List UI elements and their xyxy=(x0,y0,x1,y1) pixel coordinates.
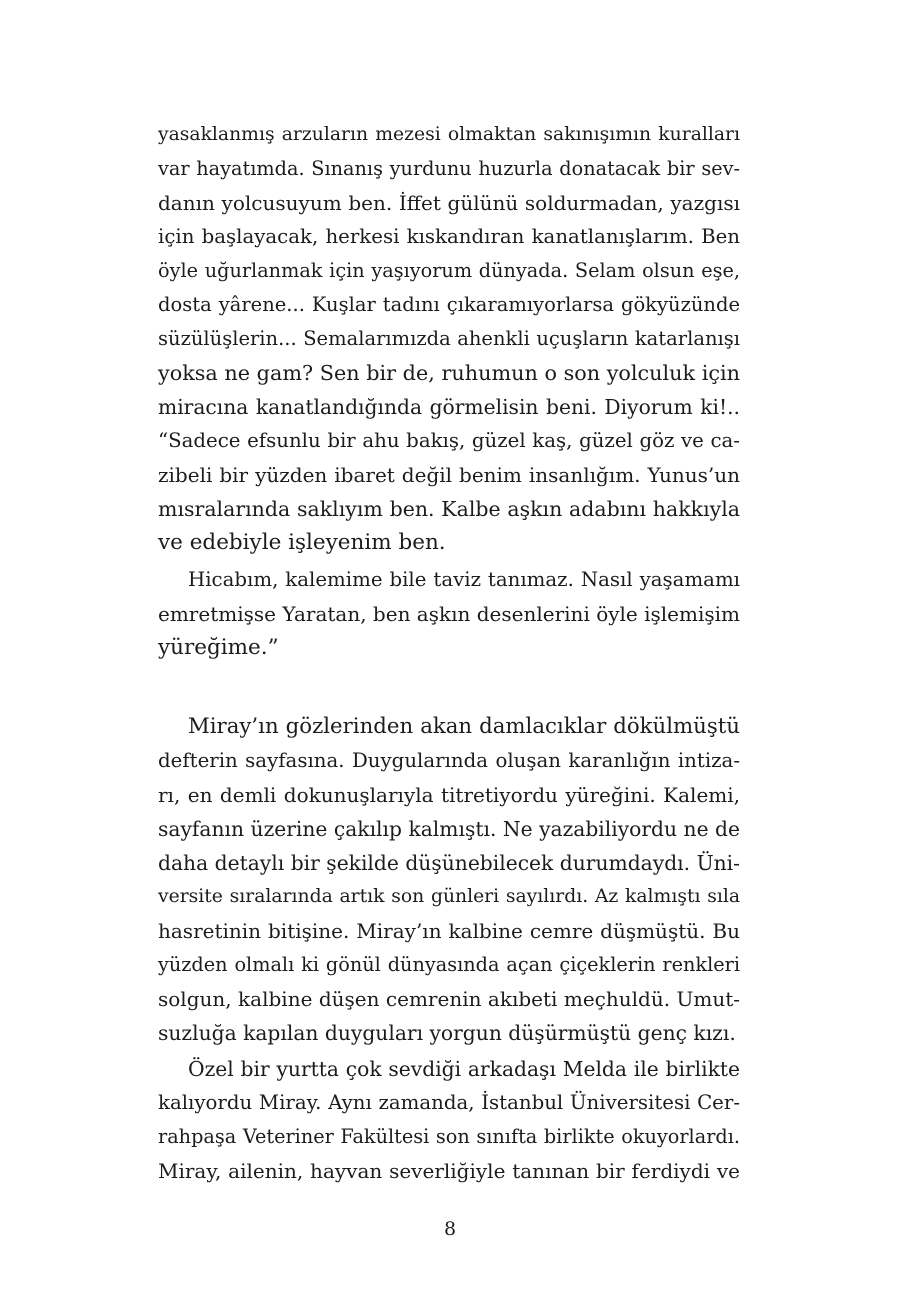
text-line: Miray’ın gözlerinden akan damlacıklar dökülmüştü xyxy=(188,714,740,739)
text-line: yasaklanmış arzuların mezesi olmaktan sakınışımın kuralları xyxy=(158,124,740,145)
text-line: defterin sayfasına. Duygularında oluşan karanlığın intiza- xyxy=(158,749,740,772)
text-line: zibeli bir yüzden ibaret değil benim insanlığım. Yunus’un xyxy=(158,463,740,487)
paragraph-3 xyxy=(158,710,740,1050)
page-number: 8 xyxy=(443,1218,457,1240)
text-line: sayfanın üzerine çakılıp kalmıştı. Ne yazabiliyordu ne de xyxy=(158,817,740,841)
text-line: Hicabım, kalemime bile taviz tanımaz. Nasıl yaşamamı xyxy=(188,568,740,591)
text-line: versite sıralarında artık son günleri sayılırdı. Az kalmıştı sıla xyxy=(158,886,740,907)
text-line: kalıyordu Miray. Aynı zamanda, İstanbul Üniversitesi Cer- xyxy=(158,1091,740,1114)
paragraph-4 xyxy=(158,1052,740,1188)
text-line: mısralarında saklıyım ben. Kalbe aşkın adabını hakkıyla xyxy=(158,497,740,521)
paragraph-2 xyxy=(158,563,740,665)
text-line: “Sadece efsunlu bir ahu bakış, güzel kaş, güzel göz ve ca- xyxy=(158,429,740,452)
text-line: için başlayacak, herkesi kıskandıran kanatlanışlarım. Ben xyxy=(158,225,740,248)
text-line: Özel bir yurtta çok sevdiği arkadaşı Melda ile birlikte xyxy=(188,1057,740,1081)
text-line: Miray, ailenin, hayvan severliğiyle tanınan bir ferdiydi ve xyxy=(158,1159,740,1183)
text-line: daha detaylı bir şekilde düşünebilecek durumdaydı. Üni- xyxy=(158,851,740,875)
text-line: süzülüşlerin... Semalarımızda ahenkli uçuşların katarlanışı xyxy=(158,327,740,350)
text-line: öyle uğurlanmak için yaşıyorum dünyada. Selam olsun eşe, xyxy=(158,259,740,282)
text-line: dosta yârene... Kuşlar tadını çıkaramıyorlarsa gökyüzünde xyxy=(158,293,740,316)
text-line: yoksa ne gam? Sen bir de, ruhumun o son yolculuk için xyxy=(158,361,740,385)
text-line: rahpaşa Veteriner Fakültesi son sınıfta birlikte okuyorlardı. xyxy=(158,1125,740,1148)
paragraph-1 xyxy=(158,118,740,560)
text-line: ve edebiyle işleyenim ben. xyxy=(158,530,446,555)
text-line: solgun, kalbine düşen cemrenin akıbeti meçhuldü. Umut- xyxy=(158,987,740,1011)
text-line: var hayatımda. Sınanış yurdunu huzurla donatacak bir sev- xyxy=(158,157,740,180)
text-line: yüreğime.” xyxy=(158,635,279,660)
text-line: miracına kanatlandığında görmelisin beni. Diyorum ki!.. xyxy=(158,395,740,419)
text-line: rı, en demli dokunuşlarıyla titretiyordu yüreğini. Kalemi, xyxy=(158,783,740,807)
text-line: suzluğa kapılan duyguları yorgun düşürmüştü genç kızı. xyxy=(158,1021,736,1045)
text-line: emretmişse Yaratan, ben aşkın desenlerini öyle işlemişim xyxy=(158,602,741,626)
text-line: danın yolcusuyum ben. İffet gülünü soldurmadan, yazgısı xyxy=(158,191,740,215)
text-line: hasretinin bitişine. Miray’ın kalbine cemre düşmüştü. Bu xyxy=(158,919,740,943)
text-line: yüzden olmalı ki gönül dünyasında açan çiçeklerin renkleri xyxy=(158,953,740,976)
